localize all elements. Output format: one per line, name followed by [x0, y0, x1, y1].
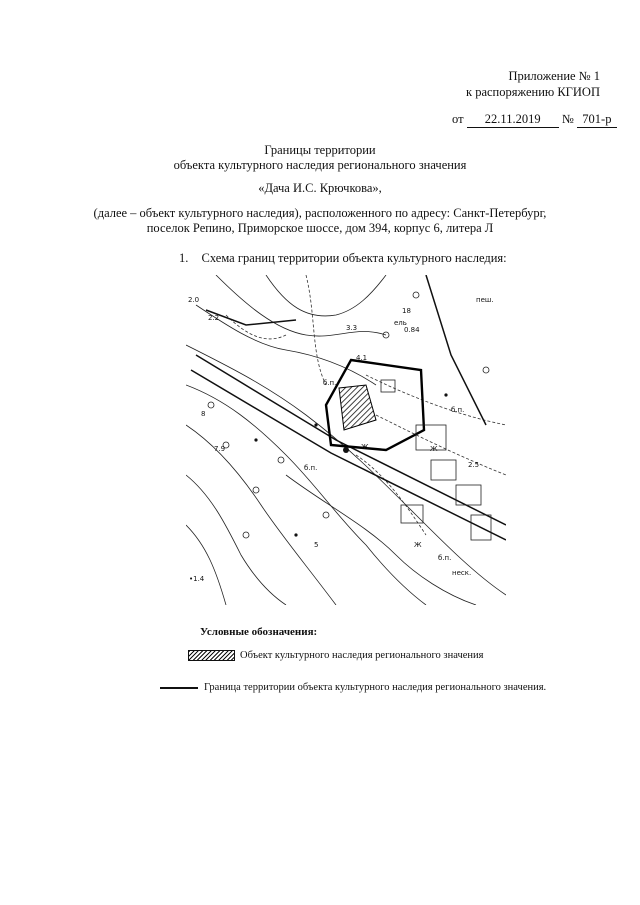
legend-item-boundary: [160, 682, 546, 693]
map-label: б.п.: [304, 464, 318, 472]
appendix-header: [466, 68, 600, 100]
map-label: Ж: [414, 541, 422, 549]
legend-item-label: Объект культурного наследия регионального значения: [240, 650, 484, 661]
order-reference: [452, 112, 617, 128]
legend-item-label: Граница территории объекта культурного наследия регионального значения.: [204, 682, 547, 693]
section-title: Схема границ территории объекта культурного наследия:: [201, 251, 507, 265]
map-label: ель: [394, 319, 407, 327]
map-label: 2.5: [468, 461, 480, 469]
map-label: 4.1: [356, 354, 368, 362]
map-label: 8: [201, 410, 206, 418]
map-label: 2.0: [188, 296, 200, 304]
map-label: 5: [314, 541, 319, 549]
address-line-2: поселок Репино, Приморское шоссе, дом 394, корпус 6, литера Л: [146, 221, 494, 235]
map-label: б.п.: [438, 554, 452, 562]
document-title: [0, 143, 640, 173]
object-address: [0, 206, 640, 236]
object-name: «Дача И.С. Крючкова»,: [258, 181, 382, 195]
order-number: 701-р: [577, 112, 617, 128]
title-line-2: объекта культурного наследия регионального значения: [173, 158, 467, 172]
section-heading: [179, 251, 507, 266]
map-label: б.п.: [323, 379, 337, 387]
hatch-swatch-icon: [188, 650, 235, 661]
order-date: 22.11.2019: [467, 112, 559, 128]
appendix-title: Приложение № 1: [508, 69, 600, 83]
map-label: 3.3: [346, 324, 358, 332]
title-line-1: Границы территории: [264, 143, 376, 157]
heritage-object: [339, 385, 376, 430]
address-line-1: (далее – объект культурного наследия), расположенного по адресу: Санкт-Петербург,: [93, 206, 547, 220]
legend-title: Условные обозначения:: [200, 626, 318, 638]
boundary-map: [186, 275, 506, 605]
number-label: №: [561, 112, 574, 126]
map-label: 18: [402, 307, 411, 315]
from-label: от: [452, 112, 464, 126]
map-label: пеш.: [476, 296, 494, 304]
section-number: 1.: [179, 251, 189, 265]
map-label: неск.: [452, 569, 472, 577]
map-label: 2.2: [208, 314, 220, 322]
map-label: •1.4: [189, 575, 205, 583]
boundary-line-icon: [160, 687, 198, 689]
map-label: 0.84: [404, 326, 420, 334]
map-label: Ж: [361, 443, 369, 451]
map-label: б.п.: [451, 406, 465, 414]
buildings: [381, 380, 491, 540]
legend-item-heritage-object: [188, 650, 483, 661]
appendix-subtitle: к распоряжению КГИОП: [466, 85, 600, 99]
map-label: 7.9: [214, 445, 226, 453]
map-label: Ж: [430, 445, 438, 453]
